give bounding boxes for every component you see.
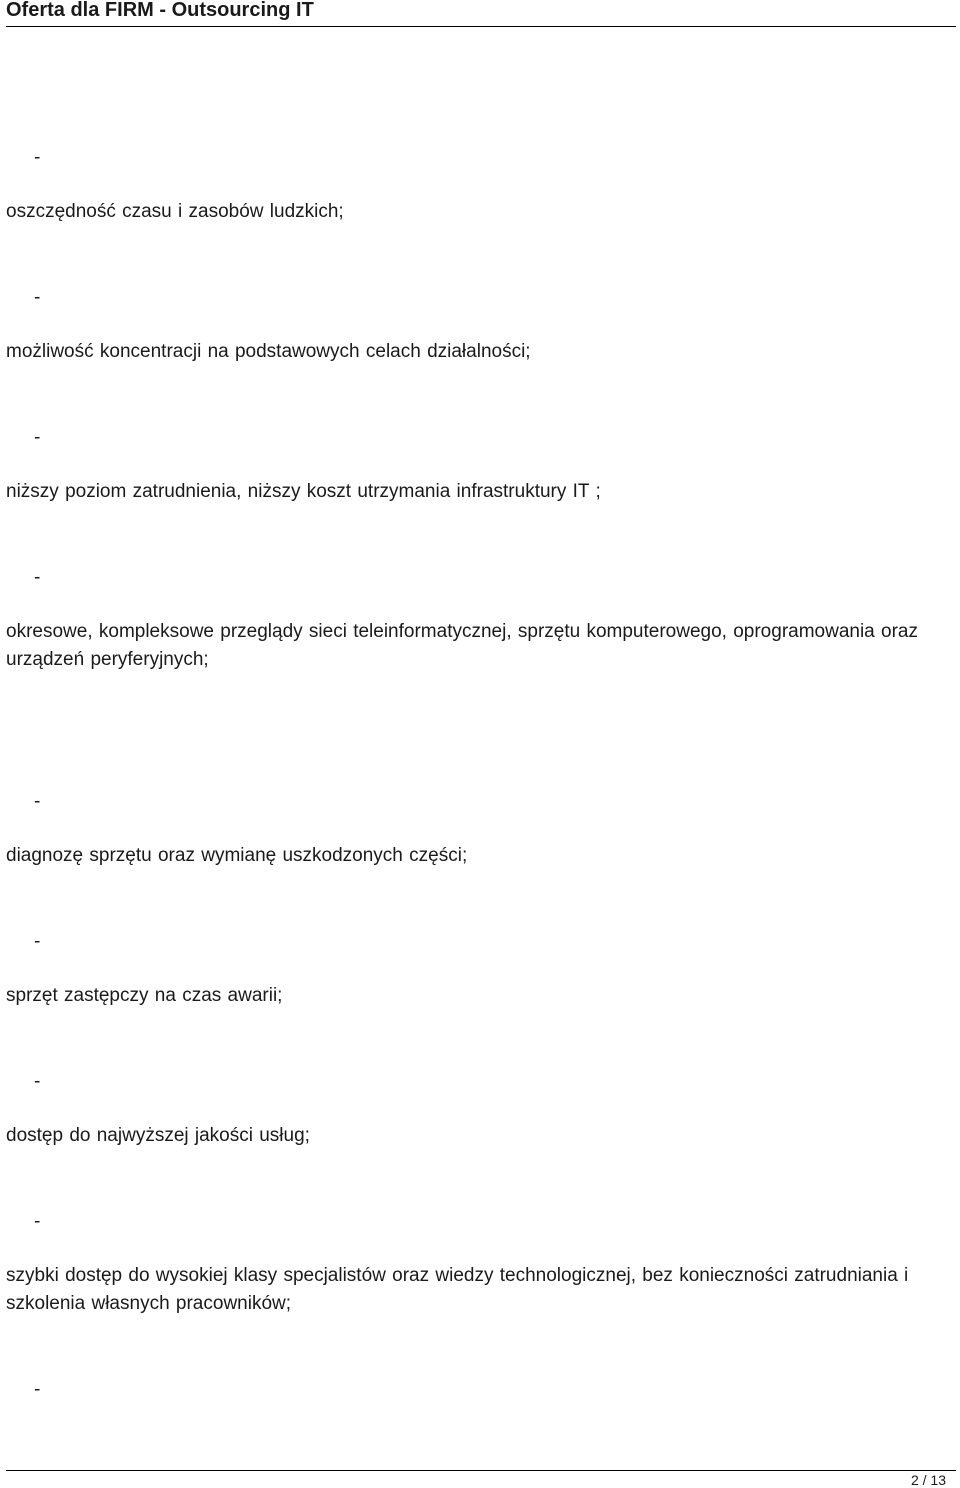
list-bullet: -: [34, 1379, 41, 1400]
list-bullet: -: [34, 1071, 41, 1092]
list-bullet: -: [34, 1211, 41, 1232]
list-item: możliwość koncentracji na podstawowych celach działalności;: [6, 341, 531, 362]
list-bullet: -: [34, 931, 41, 952]
list-item: sprzęt zastępczy na czas awarii;: [6, 985, 283, 1006]
list-item: dostęp do najwyższej jakości usług;: [6, 1125, 310, 1146]
list-item: niższy poziom zatrudnienia, niższy koszt utrzymania infrastruktury IT ;: [6, 481, 601, 502]
list-bullet: -: [34, 427, 41, 448]
list-item: szybki dostęp do wysokiej klasy specjalistów oraz wiedzy technologicznej, bez konieczności zatrudniania i szkolenia własnych pracowników;: [6, 1265, 909, 1314]
list-bullet: -: [34, 791, 41, 812]
list-item: okresowe, kompleksowe przeglądy sieci teleinformatycznej, sprzętu komputerowego, oprogramowania oraz urządzeń peryferyjnych;: [6, 621, 918, 670]
list-bullet: -: [34, 287, 41, 308]
document-title: Oferta dla FIRM - Outsourcing IT: [6, 0, 314, 21]
header-divider: [6, 26, 956, 27]
page-number: 2 / 13: [910, 1472, 946, 1488]
list-bullet: -: [34, 567, 41, 588]
list-item: diagnozę sprzętu oraz wymianę uszkodzonych części;: [6, 845, 468, 866]
footer-divider: [6, 1470, 956, 1471]
list-bullet: -: [34, 147, 41, 168]
list-item: oszczędność czasu i zasobów ludzkich;: [6, 201, 344, 222]
